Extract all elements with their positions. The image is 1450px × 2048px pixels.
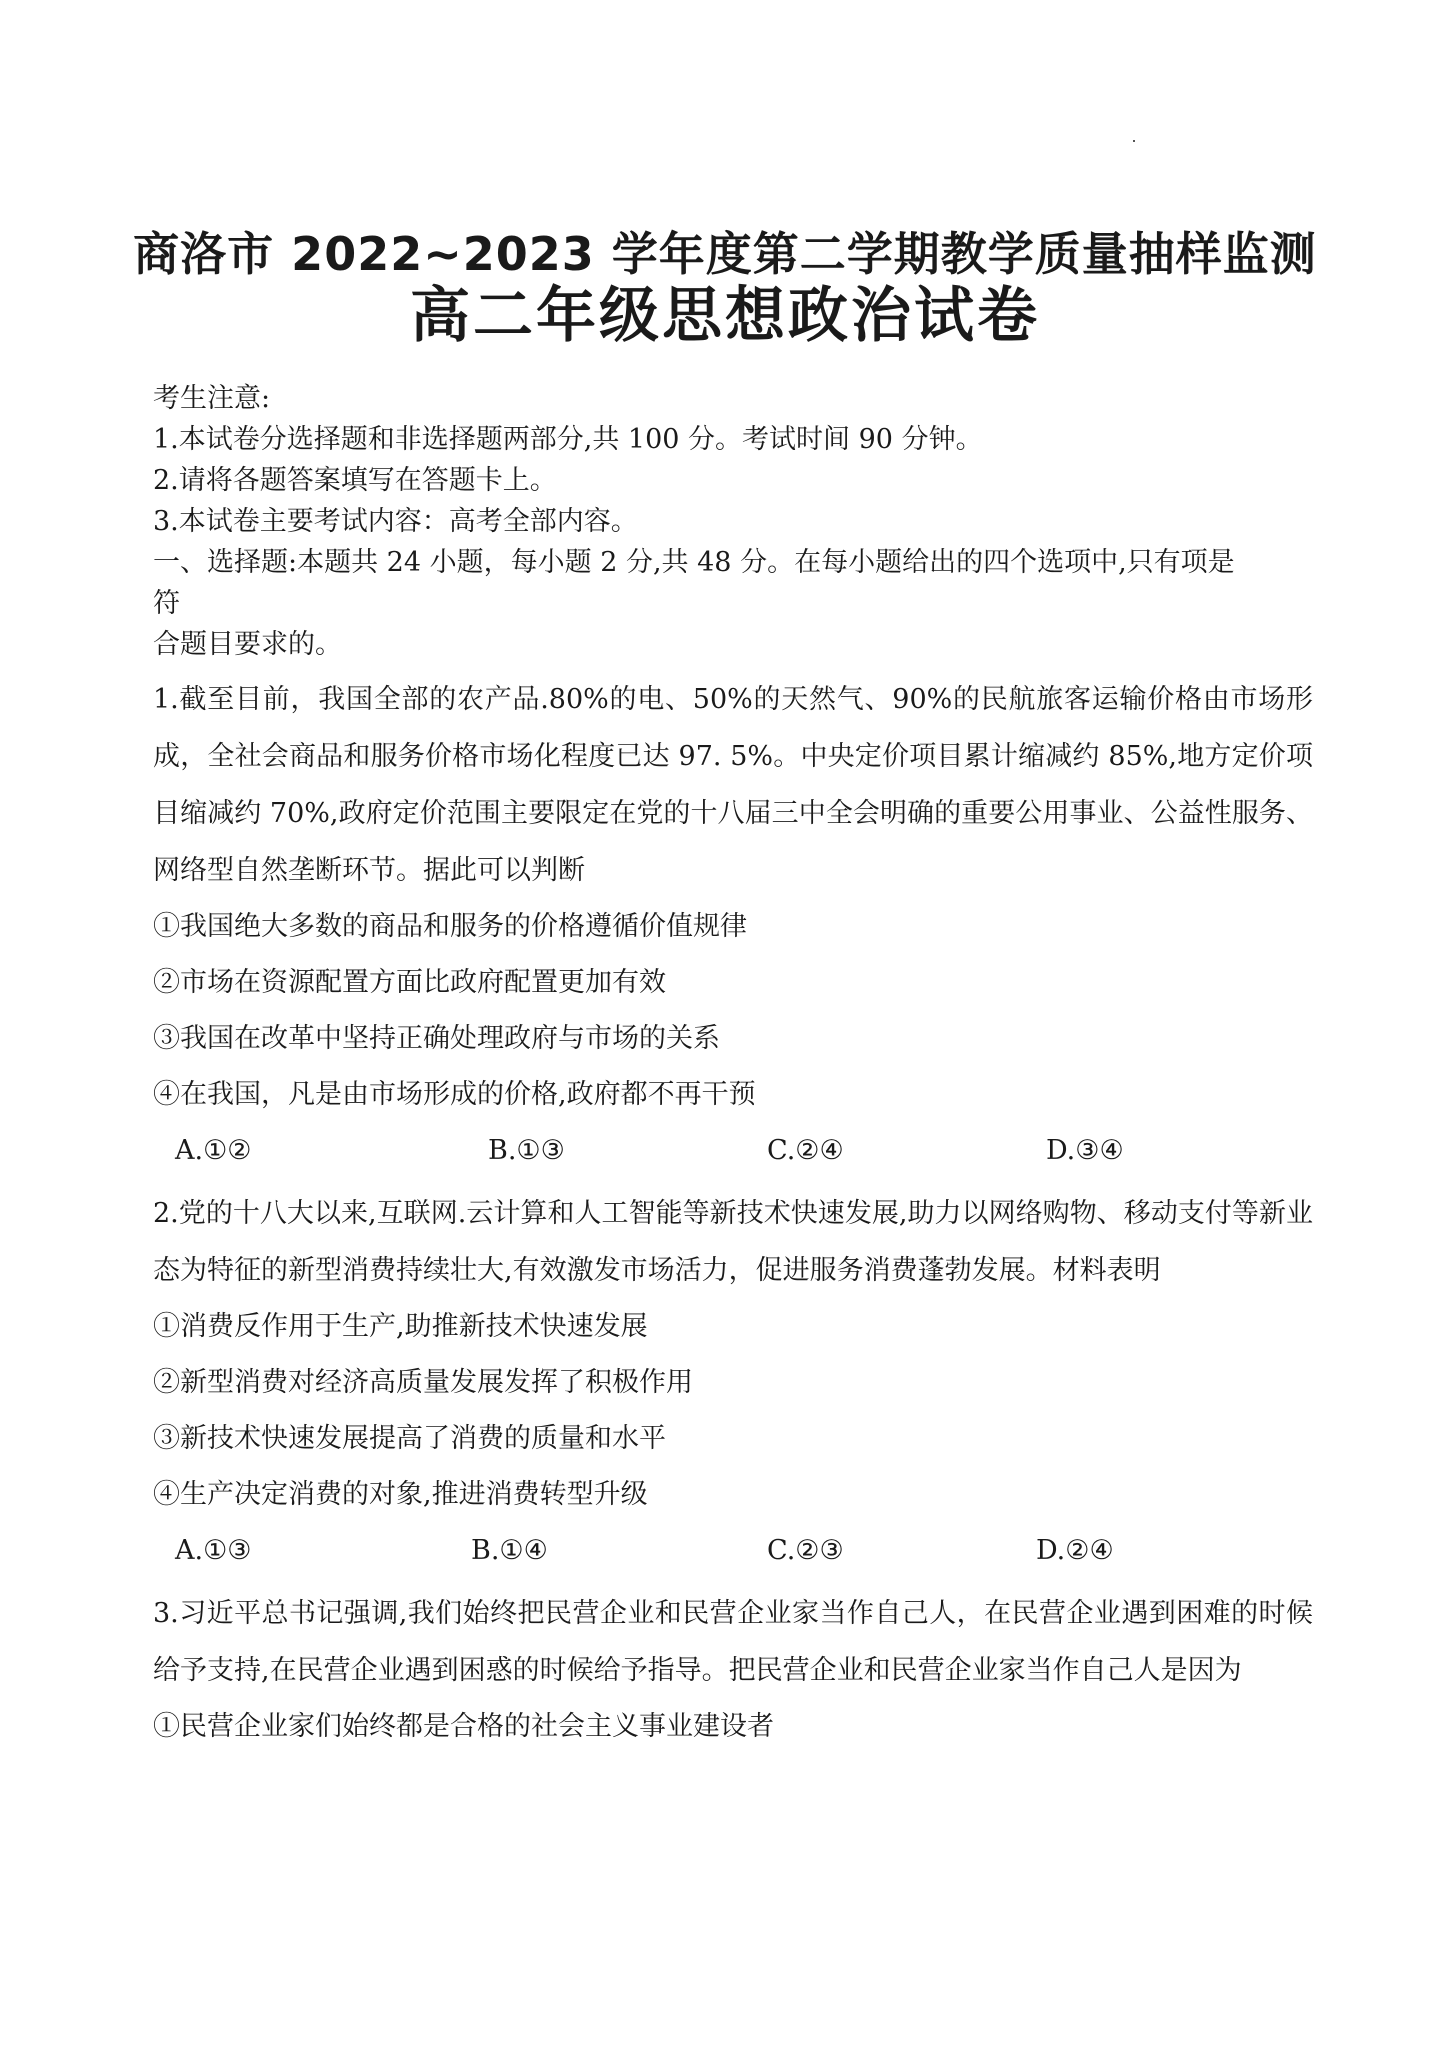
- section-instructions-wrap: 符: [153, 588, 180, 619]
- question-3-stem: 3.习近平总书记强调,我们始终把民营企业和民营企业家当作自己人，在民营企业遇到困难的时候给予支持,在民营企业遇到困惑的时候给予指导。把民营企业和民营企业家当作自己人是因为: [153, 1598, 1313, 1686]
- question-3-statement: ①民营企业家们始终都是合格的社会主义事业建设者: [153, 1711, 774, 1742]
- choice-b: B.①③: [488, 1135, 565, 1166]
- candidate-notice: [153, 378, 1313, 665]
- question-2-statement: ③新技术快速发展提高了消费的质量和水平: [153, 1423, 666, 1454]
- question-2-choices: [153, 1523, 1313, 1579]
- exam-subtitle: 高二年级思想政治试卷: [410, 281, 1040, 351]
- choice-a: A.①②: [175, 1135, 252, 1166]
- question-1-statement: ④在我国，凡是由市场形成的价格,政府都不再干预: [153, 1079, 756, 1110]
- question-2-statement: ①消费反作用于生产,助推新技术快速发展: [153, 1311, 648, 1342]
- choice-d: D.③④: [1046, 1135, 1124, 1166]
- choice-d: D.②④: [1036, 1535, 1114, 1566]
- choice-c: C.②③: [767, 1535, 844, 1566]
- choice-a: A.①③: [175, 1535, 252, 1566]
- question-1-statement: ③我国在改革中坚持正确处理政府与市场的关系: [153, 1023, 720, 1054]
- notice-heading: 考生注意:: [153, 383, 271, 414]
- notice-item: 2.请将各题答案填写在答题卡上。: [153, 465, 557, 496]
- exam-content: [153, 378, 1313, 1755]
- question-2-statement: ②新型消费对经济高质量发展发挥了积极作用: [153, 1367, 693, 1398]
- choice-c: C.②④: [767, 1135, 844, 1166]
- notice-item: 1.本试卷分选择题和非选择题两部分,共 100 分。考试时间 90 分钟。: [153, 424, 983, 455]
- exam-title: 商洛市 2022~2023 学年度第二学期教学质量抽样监测: [133, 227, 1317, 281]
- section-instructions-end: 合题目要求的。: [153, 629, 342, 660]
- scan-speck: [1133, 140, 1135, 142]
- notice-item: 3.本试卷主要考试内容：高考全部内容。: [153, 506, 638, 537]
- question-1-statement: ②市场在资源配置方面比政府配置更加有效: [153, 967, 666, 998]
- question-2-stem: 2.党的十八大以来,互联网.云计算和人工智能等新技术快速发展,助力以网络购物、移动支付等新业态为特征的新型消费持续壮大,有效激发市场活力，促进服务消费蓬勃发展。材料表明: [153, 1198, 1313, 1286]
- question-1-choices: [153, 1123, 1313, 1179]
- question-2-statement: ④生产决定消费的对象,推进消费转型升级: [153, 1479, 648, 1510]
- question-1-stem: 1.截至目前，我国全部的农产品.80%的电、50%的天然气、90%的民航旅客运输价格由市场形成，全社会商品和服务价格市场化程度已达 97. 5%。中央定价项目累计缩减约 85%,地方定价项目缩减约 70%,政府定价范围主要限定在党的十八届三中全会明确的重要公用事业、公益性服务、网络型自然垄断环节。据此可以判断: [153, 684, 1313, 886]
- section-instructions: 一、选择题:本题共 24 小题，每小题 2 分,共 48 分。在每小题给出的四个选项中,只有项是: [153, 547, 1235, 578]
- choice-b: B.①④: [471, 1535, 548, 1566]
- question-1-statement: ①我国绝大多数的商品和服务的价格遵循价值规律: [153, 911, 747, 942]
